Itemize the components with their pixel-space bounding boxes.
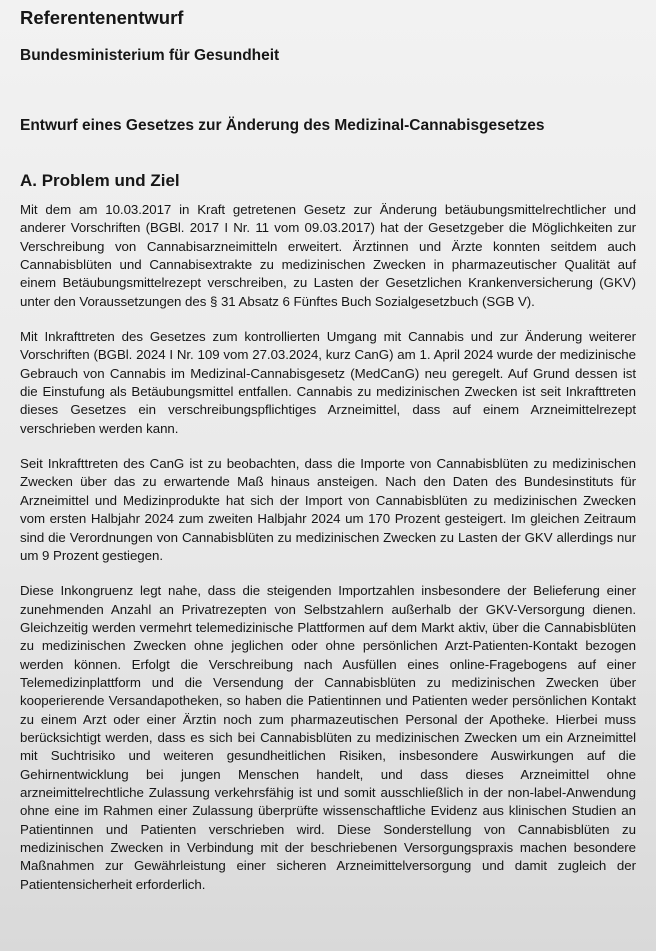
document-type: Referentenentwurf xyxy=(20,7,184,28)
law-title: Entwurf eines Gesetzes zur Änderung des Medizinal-Cannabisgesetzes xyxy=(20,117,545,134)
paragraph-2: Mit Inkrafttreten des Gesetzes zum kontrollierten Umgang mit Cannabis und zur Änderung weiterer Vorschriften (BGBl. 2024 I Nr. 109 vom 27.03.2024, kurz CanG) am 1. April 2024 wurde der medizinische Gebrauch von Cannabis im Medizinal-Cannabisgesetz (MedCanG) neu geregelt. Auf Grund dessen ist die Einstufung als Betäubungsmittel entfallen. Cannabis zu medizinischen Zwecken ist seit Inkrafttreten dieses Gesetzes ein verschreibungspflichtiges Arzneimittel, dass auf einem Arzneimittelrezept verschrieben werden kann. xyxy=(20,329,636,436)
document-body xyxy=(20,201,636,894)
paragraph-1: Mit dem am 10.03.2017 in Kraft getretenen Gesetz zur Änderung betäubungsmittelrechtlicher und anderer Vorschriften (BGBl. 2017 I Nr. 11 vom 09.03.2017) hat der Gesetzgeber die Möglichkeiten zur Verschreibung von Cannabisarzneimitteln erweitert. Ärztinnen und Ärzte konnten seitdem auch Cannabisblüten und Cannabisextrakte zu medizinischen Zwecken in pharmazeutischer Qualität auf einem Betäubungsmittelrezept verschreiben, zu Lasten der Gesetzlichen Krankenversicherung (GKV) unter den Voraussetzungen des § 31 Absatz 6 Fünftes Buch Sozialgesetzbuch (SGB V). xyxy=(20,202,636,309)
paragraph-3: Seit Inkrafttreten des CanG ist zu beobachten, dass die Importe von Cannabisblüten zu medizinischen Zwecken über das zu erwartende Maß hinaus ansteigen. Nach den Daten des Bundesinstituts für Arzneimittel und Medizinprodukte hat sich der Import von Cannabisblüten zu medizinischen Zwecken vom ersten Halbjahr 2024 zum zweiten Halbjahr 2024 um 170 Prozent gesteigert. Im gleichen Zeitraum sind die Verordnungen von Cannabisblüten zu medizinischen Zwecken zu Lasten der GKV allerdings nur um 9 Prozent gestiegen. xyxy=(20,456,636,563)
section-heading: A. Problem und Ziel xyxy=(20,171,180,190)
paragraph-4: Diese Inkongruenz legt nahe, dass die steigenden Importzahlen insbesondere der Belieferung einer zunehmenden Anzahl an Privatrezepten von Selbstzahlern außerhalb der GKV-Versorgung dienen. Gleichzeitig werden vermehrt telemedizinische Plattformen auf dem Markt aktiv, über die Cannabisblüten zu medizinischen Zwecken ohne jeglichen oder ohne persönlichen Arzt-Patienten-Kontakt bezogen werden können. Erfolgt die Verschreibung nach Ausfüllen eines online-Fragebogens auf einer Telemedizinplattform und die Versendung der Cannabisblüten zu medizinischen Zwecken über kooperierende Versandapotheken, so haben die Patientinnen und Patienten weder persönlichen Kontakt zu einem Arzt oder einer Ärztin noch zum pharmazeutischen Personal der Apotheke. Hierbei muss berücksichtigt werden, dass es sich bei Cannabisblüten zu medizinischen Zwecken um ein Arzneimittel mit Suchtrisiko und weiteren gesundheitlichen Risiken, insbesondere Auswirkungen auf die Gehirnentwicklung bei jungen Menschen handelt, und dass dieses Arzneimittel ohne arzneimittelrechtliche Zulassung verkehrsfähig ist und somit ausschließlich in der non-label-Anwendung ohne eine im Rahmen einer Zulassung überprüfte wissenschaftliche Evidenz aus klinischen Studien an Patientinnen und Patienten verschrieben wird. Diese Sonderstellung von Cannabisblüten zu medizinischen Zwecken in Verbindung mit der beschriebenen Versorgungspraxis machen besondere Maßnahmen zur Gewährleistung einer sicheren Arzneimittelversorgung und damit zugleich der Patientensicherheit erforderlich. xyxy=(20,583,636,892)
ministry-name: Bundesministerium für Gesundheit xyxy=(20,47,280,64)
